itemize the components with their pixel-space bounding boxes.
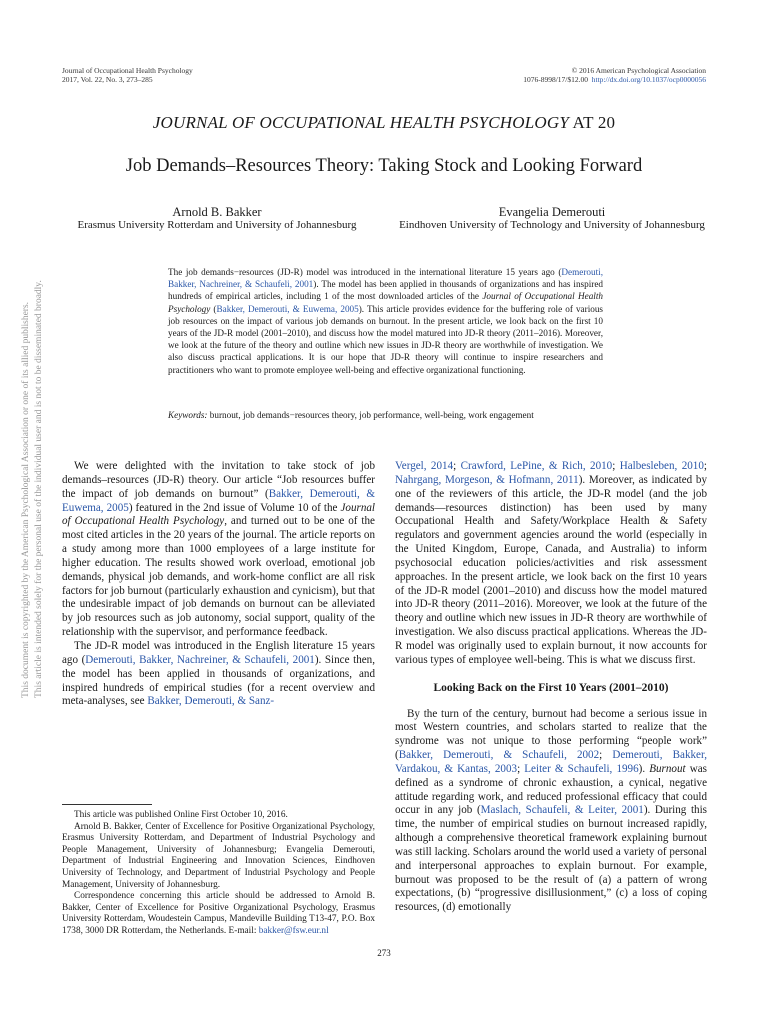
- citation-link[interactable]: Crawford, LePine, & Rich, 2010: [460, 460, 613, 472]
- citation-link[interactable]: Leiter & Schaufeli, 1996: [524, 762, 639, 775]
- body-paragraph: [395, 460, 707, 668]
- body-text: , and turned out to be one of the most cited articles in the 20 years of the journal. The article reports on a study among more than 1000 employees of a large institute for higher education. The results showed work overload, emotional job demands, physical job demands, and work-home conflict are all risk factors for job burnout (particularly exhaustion and cynicism), but that the undesirable impact of job demands on burnout can be alleviated by job resources such as job autonomy, social support, quality of the relationship with the supervisor, and performance feedback.: [62, 515, 376, 639]
- body-text: We were delighted with the invitation to take stock of job demands–resources (JD-R) theory. Our article “Job resources buffer the impact of job demands on burnout” (: [62, 460, 375, 500]
- separator: ;: [517, 762, 525, 775]
- author-block-1: [62, 206, 372, 231]
- footnotes: [62, 810, 375, 938]
- body-text: ). Since then, the model has been applied in thousands of organizations, and inspired hundreds of empirical studies (for a recent overview and meta-analyses, see: [62, 653, 375, 708]
- body-text: By the turn of the century, burnout had become a serious issue in most Western countries, and scholars started to realize that the syndrome was not unique to those performing “people work” (: [395, 707, 707, 762]
- body-text: ).: [638, 762, 650, 775]
- citation-link[interactable]: Demerouti, Bakker, Nachreiner, & Schaufeli, 2001: [85, 653, 315, 666]
- copyright-sidebar: [20, 258, 44, 698]
- separator: ;: [612, 460, 620, 472]
- footnote-affiliations: Arnold B. Bakker, Center of Excellence for Positive Organizational Psychology, Erasmus University Rotterdam, and Department of Industrial Psychology and People Management, University of Johannesburg; Evangelia Demerouti, Department of Industrial Engineering and Innovation Sciences, Eindhoven University of Technology, and Department of Industrial Psychology and People Management, University of Johannesburg.: [62, 821, 375, 890]
- body-paragraph: [62, 460, 375, 640]
- body-text: The JD-R model was introduced in the English literature 15 years ago (: [62, 639, 375, 666]
- banner-journal-name: JOURNAL OF OCCUPATIONAL HEALTH PSYCHOLOGY: [152, 113, 569, 132]
- banner-suffix: AT 20: [572, 113, 616, 132]
- author-block-2: [392, 206, 712, 231]
- page-number: 273: [377, 948, 391, 958]
- body-text: ) featured in the 2nd issue of Volume 10 of the: [128, 501, 341, 514]
- section-heading: Looking Back on the First 10 Years (2001–2010): [433, 681, 669, 694]
- separator: ;: [453, 460, 461, 472]
- citation-link[interactable]: Nahrgang, Morgeson, & Hofmann, 2011: [395, 473, 579, 486]
- author-name: Arnold B. Bakker: [172, 205, 262, 219]
- footnote-text: Correspondence concerning this article should be addressed to Arnold B. Bakker, Center of Excellence for Positive Organizational Psychology, Erasmus University Rotterdam, Woudestein Campus, Mandeville Building T13-47, P.O. Box 1738, 3000 DR Rotterdam, the Netherlands. E-mail:: [62, 891, 375, 936]
- citation-link[interactable]: Bakker, Demerouti, & Schaufeli, 2002: [398, 749, 600, 762]
- citation-link[interactable]: Maslach, Schaufeli, & Leiter, 2001: [480, 804, 644, 817]
- citation-link[interactable]: Bakker, Demerouti, & Euwema, 2005: [216, 303, 359, 314]
- body-column-left: [62, 460, 375, 709]
- body-paragraph: [395, 708, 707, 916]
- sidebar-line-2: This article is intended solely for the personal use of the individual user and is not to be disseminated broadly.: [34, 280, 44, 698]
- abstract-text: The job demands−resources (JD-R) model was introduced in the international literature 15 years ago (: [168, 267, 562, 277]
- abstract-text: ). The model has been applied in thousands of organizations and has inspired hundreds of empirical articles, including 1 of the most downloaded articles of the: [168, 279, 603, 302]
- article-title: Job Demands–Resources Theory: Taking Stock and Looking Forward: [125, 156, 643, 176]
- citation-link[interactable]: Halbesleben, 2010: [619, 460, 704, 472]
- footnote-divider: [62, 804, 152, 805]
- footnote-published: This article was published Online First October 10, 2016.: [74, 810, 288, 820]
- author-affiliation: Erasmus University Rotterdam and University of Johannesburg: [77, 218, 357, 231]
- issn: 1076-8998/17/$12.00: [523, 75, 588, 84]
- body-column-right: [395, 460, 707, 915]
- doi-link[interactable]: http://dx.doi.org/10.1037/ocp0000056: [591, 75, 706, 84]
- abstract: [168, 266, 603, 376]
- copyright-sidebar-text: [20, 258, 46, 698]
- journal-name-line: Journal of Occupational Health Psychology: [62, 66, 193, 75]
- keywords-label: Keywords:: [168, 410, 208, 420]
- keywords-list: burnout, job demands−resources theory, job performance, well-being, work engagement: [207, 410, 534, 420]
- copyright-line: © 2016 American Psychological Association: [571, 66, 706, 75]
- journal-name-italic: Journal of Occupational Health Psychology: [168, 291, 604, 314]
- running-header-right: [523, 66, 706, 84]
- sidebar-line-1: This document is copyrighted by the American Psychological Association or one of its allied publishers.: [21, 301, 31, 698]
- body-paragraph: [62, 640, 375, 709]
- running-header-left: [62, 66, 193, 84]
- body-text: was defined as a syndrome of chronic exhaustion, a cynical, negative attitude regarding work, and reduced professional efficacy that could occur in any job (: [395, 762, 707, 817]
- body-text: ). During this time, the number of empirical studies on burnout increased rapidly, although a comprehensive theoretical framework explaining burnout was still lacking. Scholars around the world used a variety of personal and interpersonal approaches to explain burnout. For example, burnout was proposed to be the result of (a) a pattern of wrong expectations, (b) “progressive disillusionment,” (c) a loss of coping resources, (d) emotionally: [395, 804, 707, 914]
- citation-link[interactable]: Bakker, Demerouti, & Sanz-: [147, 695, 275, 708]
- citation-link[interactable]: Bakker, Demerouti, & Euwema, 2005: [62, 487, 375, 514]
- author-affiliation: Eindhoven University of Technology and University of Johannesburg: [399, 218, 705, 231]
- abstract-text: ). This article provides evidence for the buffering role of various job resources on the impact of various job demands on burnout. In the present article, we look back on the first 10 years of the JD-R model (2001–2010), and discuss how the model matured into JD-R theory (2011–2016). Moreover, we look at the future of the theory and outline which new issues in JD-R theory are worthwhile of investigation. We also discuss practical applications. It is our hope that JD-R theory will continue to inspire researchers and practitioners who want to promote employee well-being and effective organizational functioning.: [168, 303, 604, 375]
- email-link[interactable]: bakker@fsw.eur.nl: [258, 925, 329, 936]
- journal-name-italic: Journal of Occupational Health Psychology: [62, 501, 375, 528]
- special-issue-banner: [0, 113, 768, 133]
- footnote-correspondence: [62, 891, 375, 937]
- separator: ;: [703, 460, 707, 472]
- citation-link[interactable]: Demerouti, Bakker, Nachreiner, & Schaufeli, 2001: [168, 267, 603, 290]
- term-italic: Burnout: [649, 762, 686, 775]
- citation-link[interactable]: Vergel, 2014: [395, 460, 454, 472]
- issn-doi-line: [523, 75, 706, 84]
- body-text: ). Moreover, as indicated by one of the reviewers of this article, the JD-R model (and the job demands—resources distinction) has been used by many Occupational Health and Safety/Workplace Health & Safety regulators and government agencies around the world (especially in the United Kingdom, Europe, Canada, and Australia) to inform psychosocial education policies/activities and risk assessment approaches. In the present article, we look back on the first 10 years of the JD-R model (2001–2010) and discuss how the model matured into JD-R theory (2011–2016). Moreover, we look at the future of the theory and outline which new issues in JD-R theory are worthwhile of investigation. We also discuss practical applications. Whereas the JD-R model was originally used to explain burnout, it now accounts for various types of employee well-being. This is what we discuss first.: [395, 473, 707, 666]
- abstract-text: (: [210, 303, 217, 314]
- separator: ;: [599, 749, 613, 762]
- author-name: Evangelia Demerouti: [498, 205, 606, 219]
- citation-link[interactable]: Demerouti, Bakker, Vardakou, & Kantas, 2003: [395, 749, 707, 775]
- volume-line: 2017, Vol. 22, No. 3, 273–285: [62, 75, 153, 84]
- keywords: [168, 409, 603, 421]
